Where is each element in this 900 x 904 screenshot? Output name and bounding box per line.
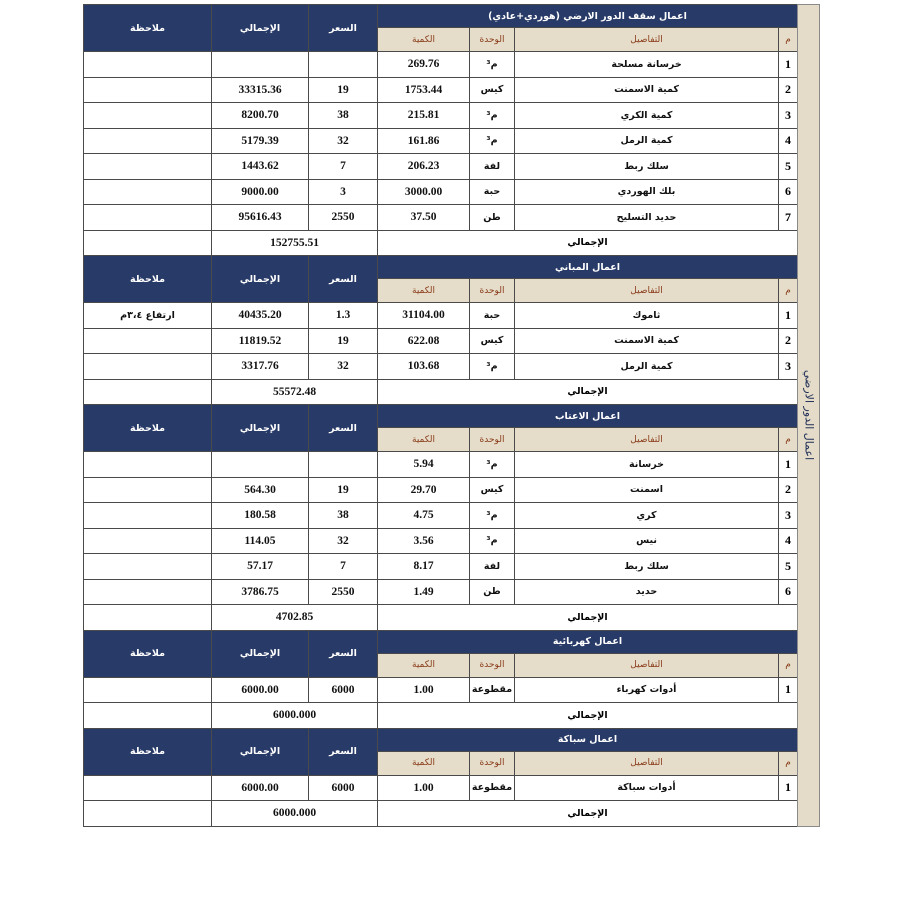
row-quantity: 5.94	[378, 452, 470, 478]
col-header-price: السعر	[309, 405, 378, 452]
table-row	[84, 579, 798, 605]
table-row	[84, 554, 798, 580]
row-details: أدوات سباكة	[515, 775, 779, 801]
section-total-note	[84, 801, 212, 827]
row-unit: طن	[470, 205, 515, 231]
row-total: 5179.39	[212, 128, 309, 154]
row-quantity: 3000.00	[378, 179, 470, 205]
side-label-column	[797, 4, 820, 827]
row-details: اسمنت	[515, 477, 779, 503]
row-details: كمية الاسمنت	[515, 77, 779, 103]
col-header-notes: ملاحظة	[84, 256, 212, 303]
col-header-index: م	[779, 653, 798, 677]
table-row	[84, 528, 798, 554]
row-price: 6000	[309, 775, 378, 801]
row-total: 6000.00	[212, 775, 309, 801]
col-header-unit: الوحدة	[470, 28, 515, 52]
col-header-notes: ملاحظة	[84, 728, 212, 775]
row-details: حديد	[515, 579, 779, 605]
col-header-quantity: الكمية	[378, 751, 470, 775]
table-row	[84, 303, 798, 329]
row-quantity: 29.70	[378, 477, 470, 503]
boq-table	[83, 4, 798, 827]
section-total-note	[84, 379, 212, 405]
row-note	[84, 103, 212, 129]
row-note	[84, 775, 212, 801]
row-price: 32	[309, 528, 378, 554]
section-title: اعمال المباني	[378, 256, 798, 279]
row-note	[84, 328, 212, 354]
side-label: اعمال الدور الارضي	[802, 370, 815, 461]
row-unit: كيس	[470, 77, 515, 103]
section-total-label: الإجمالي	[378, 801, 798, 827]
row-price: 38	[309, 503, 378, 529]
row-price: 7	[309, 554, 378, 580]
row-details: بلك الهوردي	[515, 179, 779, 205]
table-row	[84, 677, 798, 703]
row-total: 6000.00	[212, 677, 309, 703]
col-header-quantity: الكمية	[378, 428, 470, 452]
row-price: 19	[309, 477, 378, 503]
row-price: 2550	[309, 579, 378, 605]
row-price: 19	[309, 77, 378, 103]
section-header-row	[84, 630, 798, 653]
row-unit: طن	[470, 579, 515, 605]
row-index: 3	[779, 503, 798, 529]
col-header-total: الإجمالي	[212, 405, 309, 452]
section-header-row	[84, 5, 798, 28]
row-total: 57.17	[212, 554, 309, 580]
row-unit: م³	[470, 452, 515, 478]
row-price: 32	[309, 128, 378, 154]
table-row	[84, 328, 798, 354]
row-details: كمية الرمل	[515, 354, 779, 380]
col-header-index: م	[779, 428, 798, 452]
col-header-details: التفاصيل	[515, 428, 779, 452]
row-note	[84, 554, 212, 580]
row-total: 33315.36	[212, 77, 309, 103]
section-total-row	[84, 801, 798, 827]
col-header-index: م	[779, 279, 798, 303]
row-index: 4	[779, 528, 798, 554]
row-index: 2	[779, 477, 798, 503]
section-header-row	[84, 728, 798, 751]
row-unit: م³	[470, 354, 515, 380]
row-total: 9000.00	[212, 179, 309, 205]
row-price: 1.3	[309, 303, 378, 329]
table-row	[84, 477, 798, 503]
row-quantity: 215.81	[378, 103, 470, 129]
section-header-row	[84, 405, 798, 428]
row-details: أدوات كهرباء	[515, 677, 779, 703]
row-total: 3317.76	[212, 354, 309, 380]
row-total: 3786.75	[212, 579, 309, 605]
row-note	[84, 354, 212, 380]
row-total: 11819.52	[212, 328, 309, 354]
table-row	[84, 775, 798, 801]
table-row	[84, 52, 798, 78]
row-details: كمية الرمل	[515, 128, 779, 154]
row-price: 32	[309, 354, 378, 380]
row-total: 180.58	[212, 503, 309, 529]
row-quantity: 161.86	[378, 128, 470, 154]
row-total: 1443.62	[212, 154, 309, 180]
section-header-row	[84, 256, 798, 279]
row-quantity: 1.49	[378, 579, 470, 605]
section-title: اعمال الاعتاب	[378, 405, 798, 428]
row-price	[309, 452, 378, 478]
col-header-quantity: الكمية	[378, 28, 470, 52]
section-total-note	[84, 230, 212, 256]
row-details: خرسانة	[515, 452, 779, 478]
row-unit: م³	[470, 528, 515, 554]
section-total-value: 4702.85	[212, 605, 378, 631]
section-total-value: 6000.000	[212, 703, 378, 729]
section-total-row	[84, 230, 798, 256]
row-index: 5	[779, 154, 798, 180]
row-note	[84, 154, 212, 180]
row-details: ثاموك	[515, 303, 779, 329]
row-note	[84, 503, 212, 529]
row-details: كمية الاسمنت	[515, 328, 779, 354]
row-index: 3	[779, 103, 798, 129]
row-total: 40435.20	[212, 303, 309, 329]
row-quantity: 3.56	[378, 528, 470, 554]
row-unit: كيس	[470, 477, 515, 503]
row-note	[84, 52, 212, 78]
row-unit: كيس	[470, 328, 515, 354]
col-header-details: التفاصيل	[515, 28, 779, 52]
col-header-price: السعر	[309, 728, 378, 775]
row-quantity: 8.17	[378, 554, 470, 580]
section-total-note	[84, 605, 212, 631]
row-price: 6000	[309, 677, 378, 703]
row-unit: حبة	[470, 179, 515, 205]
row-quantity: 31104.00	[378, 303, 470, 329]
row-index: 3	[779, 354, 798, 380]
row-price: 2550	[309, 205, 378, 231]
row-index: 6	[779, 579, 798, 605]
col-header-quantity: الكمية	[378, 653, 470, 677]
row-price	[309, 52, 378, 78]
row-index: 2	[779, 328, 798, 354]
row-index: 1	[779, 452, 798, 478]
row-index: 6	[779, 179, 798, 205]
section-total-value: 55572.48	[212, 379, 378, 405]
row-unit: مقطوعة	[470, 677, 515, 703]
row-index: 4	[779, 128, 798, 154]
table-row	[84, 77, 798, 103]
row-total: 564.30	[212, 477, 309, 503]
section-total-label: الإجمالي	[378, 230, 798, 256]
row-note	[84, 677, 212, 703]
row-quantity: 206.23	[378, 154, 470, 180]
row-quantity: 1753.44	[378, 77, 470, 103]
row-quantity: 269.76	[378, 52, 470, 78]
row-index: 1	[779, 677, 798, 703]
col-header-notes: ملاحظة	[84, 405, 212, 452]
table-row	[84, 154, 798, 180]
row-total: 95616.43	[212, 205, 309, 231]
row-unit: م³	[470, 103, 515, 129]
boq-sheet	[83, 4, 820, 827]
table-row	[84, 128, 798, 154]
section-title: اعمال كهربائية	[378, 630, 798, 653]
row-index: 1	[779, 775, 798, 801]
col-header-total: الإجمالي	[212, 5, 309, 52]
section-total-row	[84, 605, 798, 631]
row-unit: م³	[470, 503, 515, 529]
col-header-index: م	[779, 751, 798, 775]
col-header-details: التفاصيل	[515, 279, 779, 303]
col-header-price: السعر	[309, 256, 378, 303]
col-header-unit: الوحدة	[470, 751, 515, 775]
col-header-details: التفاصيل	[515, 653, 779, 677]
row-note	[84, 179, 212, 205]
table-row	[84, 179, 798, 205]
row-unit: م³	[470, 52, 515, 78]
row-quantity: 622.08	[378, 328, 470, 354]
col-header-total: الإجمالي	[212, 630, 309, 677]
row-quantity: 1.00	[378, 775, 470, 801]
row-note	[84, 579, 212, 605]
row-index: 2	[779, 77, 798, 103]
section-total-note	[84, 703, 212, 729]
col-header-total: الإجمالي	[212, 728, 309, 775]
section-total-label: الإجمالي	[378, 379, 798, 405]
col-header-quantity: الكمية	[378, 279, 470, 303]
row-quantity: 4.75	[378, 503, 470, 529]
row-note	[84, 528, 212, 554]
col-header-notes: ملاحظة	[84, 5, 212, 52]
section-total-row	[84, 379, 798, 405]
table-row	[84, 205, 798, 231]
table-row	[84, 503, 798, 529]
row-price: 19	[309, 328, 378, 354]
section-title: اعمال سباكة	[378, 728, 798, 751]
table-row	[84, 354, 798, 380]
row-total	[212, 52, 309, 78]
section-total-label: الإجمالي	[378, 605, 798, 631]
section-title: اعمال سقف الدور الارضي (هوردي+عادي)	[378, 5, 798, 28]
col-header-notes: ملاحظة	[84, 630, 212, 677]
row-note	[84, 128, 212, 154]
row-unit: لفة	[470, 554, 515, 580]
row-details: كمية الكري	[515, 103, 779, 129]
row-details: كري	[515, 503, 779, 529]
row-unit: لفة	[470, 154, 515, 180]
table-row	[84, 103, 798, 129]
row-quantity: 1.00	[378, 677, 470, 703]
row-total: 114.05	[212, 528, 309, 554]
row-quantity: 37.50	[378, 205, 470, 231]
col-header-price: السعر	[309, 630, 378, 677]
col-header-unit: الوحدة	[470, 653, 515, 677]
row-total	[212, 452, 309, 478]
col-header-details: التفاصيل	[515, 751, 779, 775]
row-unit: مقطوعة	[470, 775, 515, 801]
row-total: 8200.70	[212, 103, 309, 129]
row-note	[84, 452, 212, 478]
row-unit: حبة	[470, 303, 515, 329]
row-price: 7	[309, 154, 378, 180]
row-details: سلك ربط	[515, 154, 779, 180]
section-total-label: الإجمالي	[378, 703, 798, 729]
row-note: ارتفاع ٣،٤م	[84, 303, 212, 329]
row-index: 1	[779, 303, 798, 329]
row-quantity: 103.68	[378, 354, 470, 380]
row-details: سلك ربط	[515, 554, 779, 580]
row-details: حديد التسليح	[515, 205, 779, 231]
row-index: 5	[779, 554, 798, 580]
row-price: 3	[309, 179, 378, 205]
col-header-unit: الوحدة	[470, 279, 515, 303]
col-header-price: السعر	[309, 5, 378, 52]
col-header-index: م	[779, 28, 798, 52]
row-note	[84, 77, 212, 103]
row-price: 38	[309, 103, 378, 129]
col-header-total: الإجمالي	[212, 256, 309, 303]
row-details: خرسانة مسلحة	[515, 52, 779, 78]
table-row	[84, 452, 798, 478]
col-header-unit: الوحدة	[470, 428, 515, 452]
section-total-value: 152755.51	[212, 230, 378, 256]
row-note	[84, 205, 212, 231]
section-total-row	[84, 703, 798, 729]
row-details: نيس	[515, 528, 779, 554]
row-index: 1	[779, 52, 798, 78]
row-unit: م³	[470, 128, 515, 154]
section-total-value: 6000.000	[212, 801, 378, 827]
row-index: 7	[779, 205, 798, 231]
row-note	[84, 477, 212, 503]
